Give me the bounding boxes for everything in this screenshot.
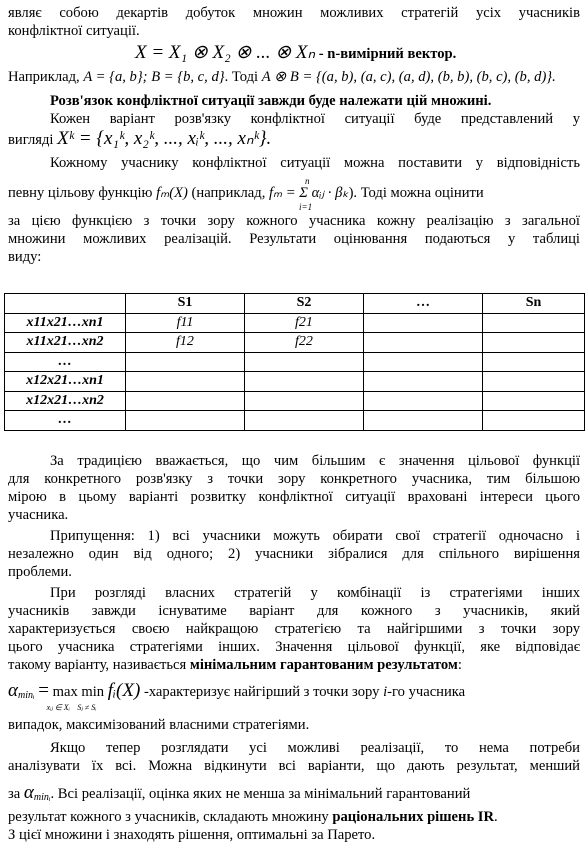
- table-cell: [364, 352, 483, 372]
- evaluation-table: [4, 293, 585, 431]
- table-cell: f21: [245, 313, 364, 333]
- paragraph-line: цього учасника стратегіями інших. Значення цільової функції, яке відповідає: [8, 639, 580, 655]
- table-cell: [364, 333, 483, 353]
- variant-line: вигляді Xᵏ = {x₁ᵏ, x₂ᵏ, ..., xᵢᵏ, ..., xₙᵏ}.: [8, 128, 272, 149]
- table-row-header: …: [5, 411, 126, 431]
- min-subscript: Sⱼ ≠ Sᵢ: [77, 703, 97, 712]
- paragraph-line: являє собою декартів добуток множин можливих стратегій усіх учасників: [8, 5, 580, 21]
- table-header-cell: [5, 294, 126, 314]
- paragraph-line: аналізувати їх всі. Можна відкинути всі варіанти, що дають результат, менший: [8, 758, 580, 774]
- table-cell: [126, 391, 245, 411]
- example-line: Наприклад, A = {a, b}; B = {b, c, d}. Тоді A ⊗ B = {(a, b), (a, c), (a, d), (b, b), (b, c), (b, d)}.: [8, 69, 556, 85]
- bold-term: раціональних рішень IR: [332, 809, 495, 825]
- paragraph-line: Якщо тепер розглядати усі можливі реалізації, то нема потреби: [50, 740, 580, 756]
- formula-suffix: - n-вимірний вектор.: [318, 46, 457, 62]
- paragraph-line: виду:: [8, 249, 42, 265]
- table-row-header: x12x21…xn1: [5, 372, 126, 392]
- paragraph-line: випадок, максимізований власними стратегіями.: [8, 717, 310, 733]
- sum-lower-limit: i=1: [299, 202, 313, 212]
- table-cell: f22: [245, 333, 364, 353]
- table-row-header: x11x21…xn2: [5, 333, 126, 353]
- table-cell: [483, 411, 585, 431]
- paragraph-line: незалежно один від одного; 2) учасники зібралися для спільного вирішення: [8, 546, 580, 562]
- table-cell: [245, 352, 364, 372]
- example-product: A ⊗ B = {(a, b), (a, c), (a, d), (b, b), (b, c), (b, d)}.: [261, 69, 556, 85]
- paragraph-line: за цією функцією з точки зору кожного учасника кожну реалізацію з загальної: [8, 213, 580, 229]
- table-header-cell: …: [364, 294, 483, 314]
- table-row: [5, 391, 585, 411]
- table-cell: [364, 391, 483, 411]
- fi-function: fᵢ(X): [107, 680, 141, 701]
- target-fn-line: певну цільову функцію fₘ(X) (наприклад, fₘ = Σ αᵢⱼ · βₖ n i=1 ). Тоді можна оцінити: [8, 184, 580, 202]
- table-cell: [364, 411, 483, 431]
- max-subscript: xᵢⱼ ∈ Xᵢ: [46, 703, 70, 712]
- formula-expression: X = X₁ ⊗ X₂ ⊗ ... ⊗ Xₙ: [135, 42, 316, 63]
- table-row: [5, 352, 585, 372]
- paragraph-line: множини можливих реалізацій. Результати оцінювання подаються у таблиці: [8, 231, 580, 247]
- sum-upper-limit: n: [305, 176, 310, 186]
- table-row: [5, 313, 585, 333]
- paragraph-line: проблеми.: [8, 564, 72, 580]
- table-row: [5, 411, 585, 431]
- min-formula-line: $\alpha_{minᵢ} = \max$ xᵢⱼ ∈ Xᵢ min Sⱼ ≠ Sᵢ fᵢ(X) -характеризує найгірший з точки зору i-го учасника: [8, 682, 580, 705]
- table-row-header: …: [5, 352, 126, 372]
- max-operator: max xᵢⱼ ∈ Xᵢ: [53, 683, 78, 701]
- table-cell: [245, 411, 364, 431]
- paragraph-line: такому варіанту, називається мінімальним гарантованим результатом:: [8, 657, 462, 673]
- variant-formula: Xᵏ = {x₁ᵏ, x₂ᵏ, ..., xᵢᵏ, ..., xₙᵏ}.: [57, 128, 272, 149]
- table-cell: [245, 372, 364, 392]
- paragraph-line: мірою в цьому варіанті розвитку конфліктної ситуації враховані інтереси цього: [8, 489, 580, 505]
- paragraph-line: учасника.: [8, 507, 69, 523]
- fm-formula: fₘ(X): [156, 185, 188, 201]
- table-row-header: x12x21…xn2: [5, 391, 126, 411]
- table-cell: [364, 313, 483, 333]
- paragraph-line: характеризується своєю найкращою стратегією та найгіршими з точки зору: [8, 621, 580, 637]
- table-header-cell: Sn: [483, 294, 585, 314]
- paragraph-line: Кожен варіант розв'язку конфліктної ситуації буде представлений у: [50, 111, 580, 127]
- table-row: [5, 372, 585, 392]
- bold-term: мінімальним гарантованим результатом: [189, 657, 458, 673]
- table-header-row: [5, 294, 585, 314]
- table-cell: [126, 372, 245, 392]
- table-header-cell: S1: [126, 294, 245, 314]
- alpha-subscript: minᵢ: [33, 792, 51, 803]
- paragraph-line: для конкретного розв'язку з точки зору конкретного учасника, тим більшою: [8, 471, 580, 487]
- min-operator: min Sⱼ ≠ Sᵢ: [81, 683, 104, 701]
- sum-formula: fₘ = Σ αᵢⱼ · βₖ n i=1: [269, 184, 349, 202]
- bold-statement: Розв'язок конфліктної ситуації завжди буде належати цій множині.: [50, 93, 492, 109]
- table-cell: [483, 372, 585, 392]
- table-row-header: x11x21…xn1: [5, 313, 126, 333]
- paragraph-line: Кожному учаснику конфліктної ситуації можна поставити у відповідність: [50, 155, 580, 171]
- alpha-subscript: minᵢ: [17, 690, 35, 701]
- example-sets: A = {a, b}; B = {b, c, d}: [83, 69, 225, 85]
- table-cell: [483, 391, 585, 411]
- paragraph-line: результат кожного з учасників, складають множину раціональних рішень IR.: [8, 809, 498, 825]
- table-cell: [364, 372, 483, 392]
- alpha-symbol: α: [23, 782, 34, 803]
- paragraph-line: За традицією вважається, що чим більшим є значення цільової функції: [50, 453, 580, 469]
- table-cell: [483, 333, 585, 353]
- paragraph-line: за $\alpha_{minᵢ}$. Всі реалізації, оцінка яких не менша за мінімальний гарантований: [8, 782, 471, 803]
- paragraph-line: Припущення: 1) всі учасники можуть обирати свої стратегії одночасно і: [50, 528, 580, 544]
- table-cell: f11: [126, 313, 245, 333]
- table-cell: [126, 411, 245, 431]
- alpha-symbol: α: [8, 680, 18, 701]
- table-header-cell: S2: [245, 294, 364, 314]
- paragraph-line: конфліктної ситуації.: [8, 23, 140, 39]
- table-cell: f12: [126, 333, 245, 353]
- table-cell: [245, 391, 364, 411]
- formula-x: [135, 44, 456, 63]
- paragraph-line: З цієї множини і знаходять рішення, оптимальні за Парето.: [8, 827, 376, 843]
- paragraph-line: учасників завжди існуватиме варіант для кожного з учасників, який: [8, 603, 580, 619]
- table-cell: [126, 352, 245, 372]
- table-cell: [483, 313, 585, 333]
- table-cell: [483, 352, 585, 372]
- paragraph-line: При розгляді власних стратегій у комбінації із стратегіями інших: [50, 585, 580, 601]
- table-row: [5, 333, 585, 353]
